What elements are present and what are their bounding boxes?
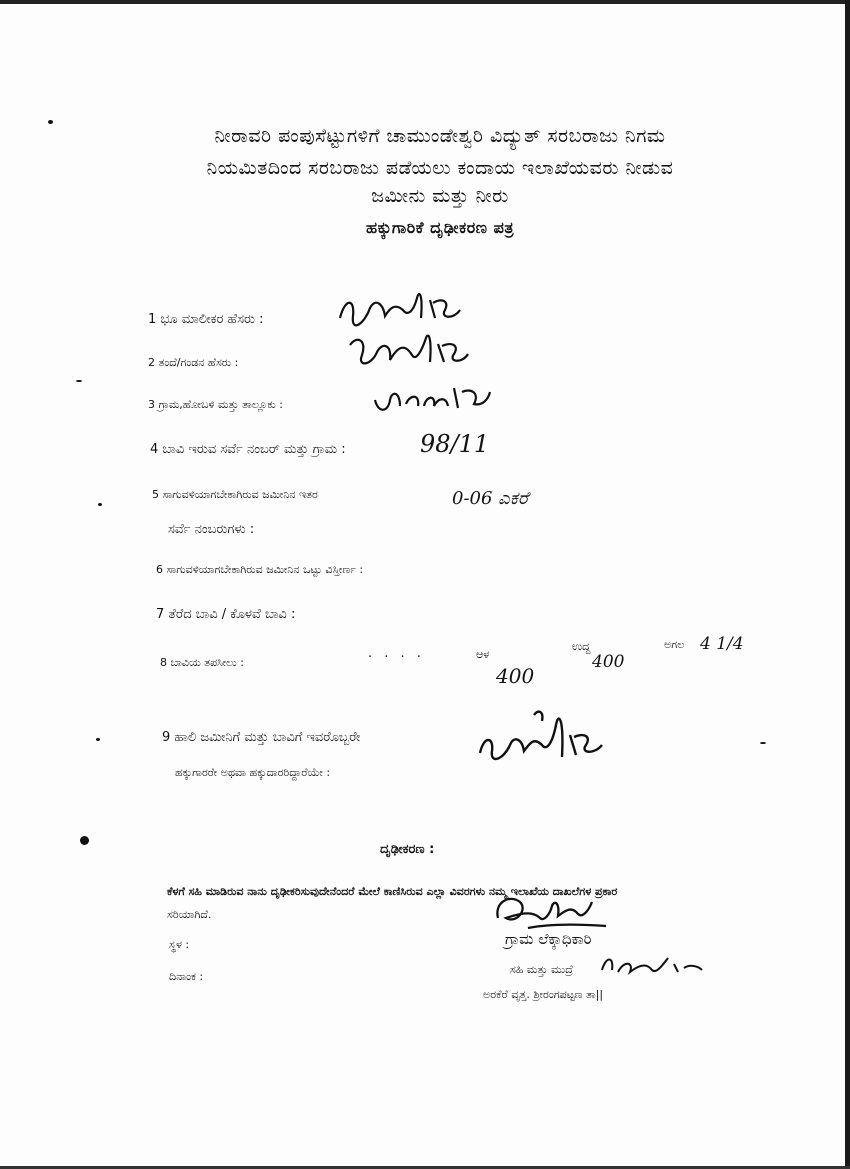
field-survey-number-label: 4 ಬಾವಿ ಇರುವ ಸರ್ವೆ ನಂಬರ್ ಮತ್ತು ಗ್ರಾಮ : bbox=[150, 442, 346, 457]
field-village-label: 3 ಗ್ರಾಮ,ಹೋಬಳಿ ಮತ್ತು ತಾಲ್ಲೂಕು : bbox=[148, 398, 283, 411]
handwritten-father-name bbox=[342, 330, 472, 375]
handwritten-owner-name bbox=[335, 288, 475, 333]
signature-seal-label: ಸಹಿ ಮತ್ತು ಮುದ್ರೆ bbox=[510, 963, 574, 976]
field-sole-owner-label: 9 ಹಾಲಿ ಜಮೀನಿಗೆ ಮತ್ತು ಬಾವಿಗೆ ಇವರೊಬ್ಬರೇ bbox=[162, 730, 361, 745]
scan-speck bbox=[76, 380, 82, 382]
handwritten-survey-number: 98/11 bbox=[420, 430, 490, 458]
office-address: ಅರಕೆರೆ ವೃತ್ತ. ಶ್ರೀರಂಗಪಟ್ಟಣ ತಾ|| bbox=[483, 988, 604, 1001]
field-co-owners-label: ಹಕ್ಕುಗಾರರೇ ಅಥವಾ ಹಕ್ಕುದಾರರಿದ್ದಾರೆಯೇ : bbox=[175, 766, 331, 779]
handwritten-owner-signature bbox=[472, 705, 612, 770]
declaration-text-line-1: ಕೆಳಗೆ ಸಹಿ ಮಾಡಿರುವ ನಾನು ದೃಢೀಕರಿಸುವುದೇನೆಂದರೆ ಮೇಲೆ ಕಾಣಿಸಿರುವ ಎಲ್ಲಾ ವಿವರಗಳು ನಮ್ಮ ಇಲಾಖೆಯ ದಾಖಲೆಗಳ ಪ್ರಕಾರ bbox=[167, 885, 618, 898]
heading-line-1: ನೀರಾವರಿ ಪಂಪುಸೆಟ್ಟುಗಳಿಗೆ ಚಾಮುಂಡೇಶ್ವರಿ ವಿದ್ಯುತ್ ಸರಬರಾಜು ನಿಗಮ bbox=[214, 125, 666, 147]
scan-edge-right bbox=[845, 0, 850, 1169]
field-well-type-label: 7 ತೆರೆದ ಬಾವಿ / ಕೊಳವೆ ಬಾವಿ : bbox=[156, 607, 296, 622]
field-survey-numbers-label: ಸರ್ವೆ ನಂಬರುಗಳು : bbox=[168, 522, 255, 537]
scan-speck bbox=[48, 120, 53, 124]
scan-speck bbox=[80, 836, 89, 845]
handwritten-width: 4 1/4 bbox=[700, 634, 744, 654]
scan-speck bbox=[760, 742, 766, 744]
place-label: ಸ್ಥಳ : bbox=[169, 938, 190, 951]
scan-speck bbox=[98, 503, 102, 506]
date-label: ದಿನಾಂಕ : bbox=[169, 970, 204, 983]
well-length-label: ಉದ್ದ bbox=[572, 640, 591, 653]
officer-designation: ಗ್ರಾಮ ಲೆಕ್ಕಾಧಿಕಾರಿ bbox=[505, 930, 592, 948]
heading-line-3: ಜಮೀನು ಮತ್ತು ನೀರು bbox=[371, 185, 509, 207]
handwritten-length: 400 bbox=[592, 652, 625, 672]
field-other-survey-label: 5 ಸಾಗುವಳಿಯಾಗಬೇಕಾಗಿರುವ ಜಮೀನಿನ ಇತರ bbox=[152, 488, 318, 501]
scan-speck bbox=[96, 738, 100, 741]
field-father-name-label: 2 ತಂದೆ/ಗಂಡನ ಹೆಸರು : bbox=[148, 356, 239, 369]
heading-line-2: ನಿಯಮಿತದಿಂದ ಸರಬರಾಜು ಪಡೆಯಲು ಕಂದಾಯ ಇಲಾಖೆಯವರು ನೀಡುವ bbox=[206, 157, 674, 179]
handwritten-extent: 0-06 ಎಕರೆ bbox=[452, 488, 529, 509]
field-owner-name-label: 1 ಭೂ ಮಾಲೀಕರ ಹೆಸರು : bbox=[148, 312, 264, 327]
document-title: ಹಕ್ಕುಗಾರಿಕೆ ದೃಢೀಕರಣ ಪತ್ರ bbox=[366, 218, 514, 237]
dotted-leader: · · · · bbox=[368, 650, 425, 665]
declaration-text-line-2: ಸರಿಯಾಗಿದೆ. bbox=[167, 908, 212, 921]
scan-edge-top bbox=[0, 0, 850, 4]
declaration-title: ದೃಢೀಕರಣ : bbox=[380, 842, 435, 857]
handwritten-village bbox=[370, 378, 500, 418]
well-depth-label: ಆಳ bbox=[476, 648, 490, 661]
field-well-details-label: 8 ಬಾವಿಯ ತಪಸೀಲು : bbox=[160, 656, 244, 669]
handwritten-depth: 400 bbox=[496, 664, 535, 688]
well-width-label: ಅಗಲ bbox=[664, 638, 685, 651]
officer-initials bbox=[598, 950, 708, 978]
field-total-extent-label: 6 ಸಾಗುವಳಿಯಾಗಬೇಕಾಗಿರುವ ಜಮೀನಿನ ಒಟ್ಟು ವಿಸ್ತೀರ್ಣ : bbox=[156, 563, 364, 576]
